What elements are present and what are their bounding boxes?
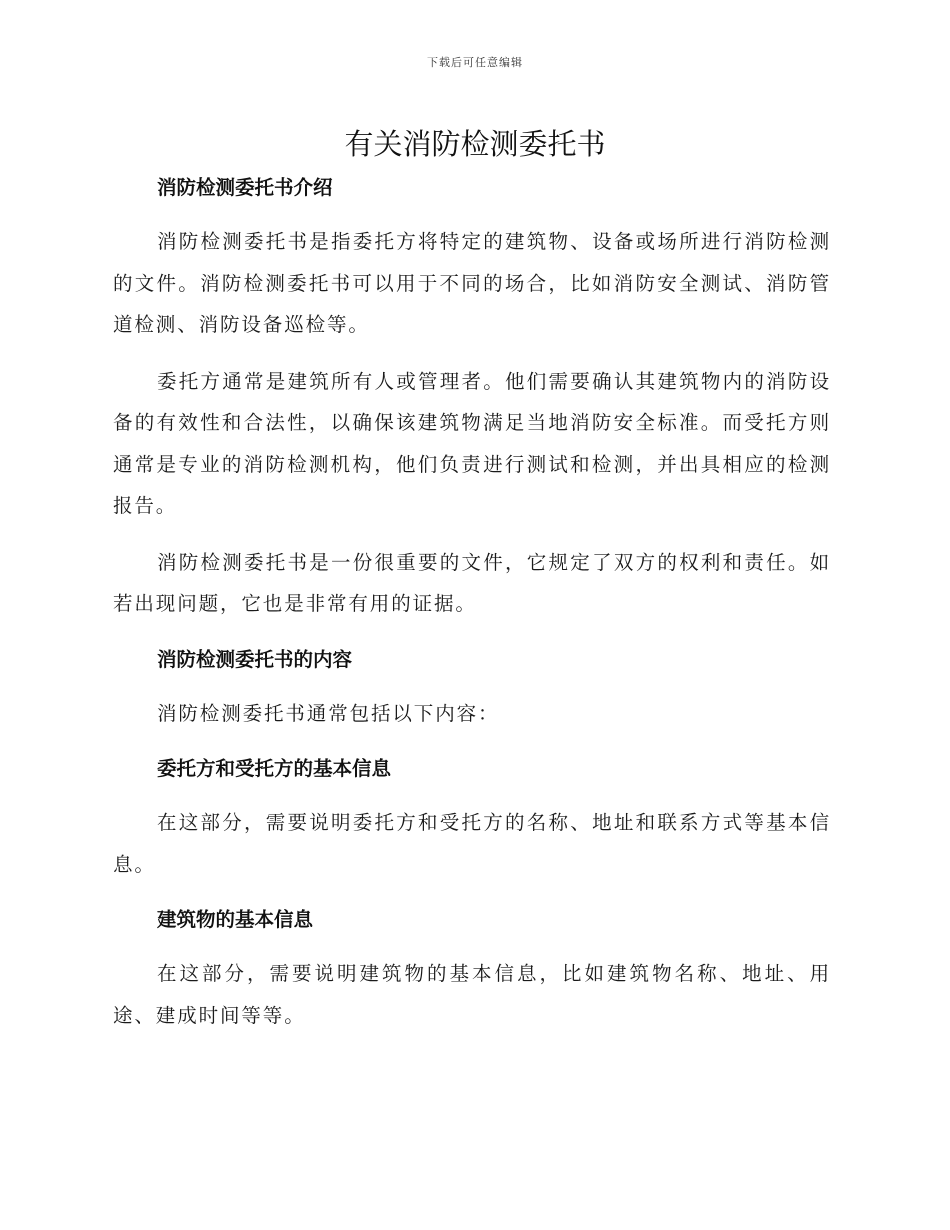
document-title: 有关消防检测委托书 bbox=[344, 127, 606, 161]
paragraph-intro-3: 消防检测委托书是一份很重要的文件，它规定了双方的权利和责任。如若出现问题，它也是非常有用的证据。 bbox=[113, 550, 831, 615]
paragraph-intro-1: 消防检测委托书是指委托方将特定的建筑物、设备或场所进行消防检测的文件。消防检测委托书可以用于不同的场合，比如消防安全测试、消防管道检测、消防设备巡检等。 bbox=[113, 230, 831, 336]
header-note: 下载后可任意编辑 bbox=[427, 56, 523, 69]
section-heading-building: 建筑物的基本信息 bbox=[157, 908, 314, 931]
paragraph-intro-2: 委托方通常是建筑所有人或管理者。他们需要确认其建筑物内的消防设备的有效性和合法性，以确保该建筑物满足当地消防安全标准。而受托方则通常是专业的消防检测机构，他们负责进行测试和检测，并出具相应的检测报告。 bbox=[113, 369, 831, 517]
document-body bbox=[113, 170, 831, 1036]
section-heading-intro: 消防检测委托书介绍 bbox=[157, 176, 333, 199]
paragraph-content-1: 消防检测委托书通常包括以下内容： bbox=[157, 701, 500, 725]
paragraph-parties-1: 在这部分，需要说明委托方和受托方的名称、地址和联系方式等基本信息。 bbox=[113, 811, 831, 876]
section-heading-content: 消防检测委托书的内容 bbox=[157, 647, 353, 671]
section-heading-parties: 委托方和受托方的基本信息 bbox=[157, 757, 392, 780]
paragraph-building-1: 在这部分，需要说明建筑物的基本信息，比如建筑物名称、地址、用途、建成时间等等。 bbox=[113, 962, 831, 1027]
